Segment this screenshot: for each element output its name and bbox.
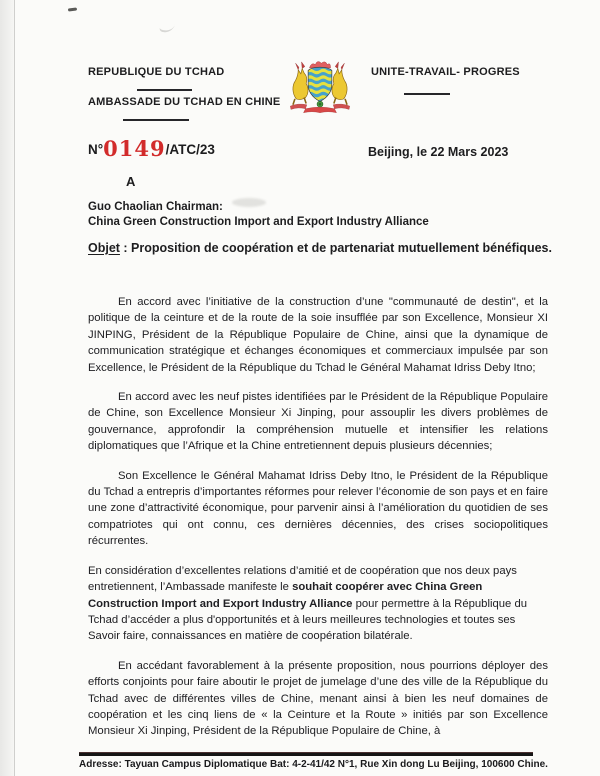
- letterhead-country: REPUBLIQUE DU TCHAD: [88, 66, 225, 78]
- footer-address: Adresse: Tayuan Campus Diplomatique Bat: 4-2-41/42 N°1, Rue Xin dong Lu Beijing, 100600 Chine.: [79, 759, 548, 770]
- paragraph-text: pour permettre à la République du Tchad d’accéder a plus d'opportunités et à leurs meilleures technologies et toutes ses Savoir faire, connaissances en matière de coopération bilatérale.: [88, 597, 528, 643]
- reference-number: 0149: [103, 136, 166, 161]
- letter-body: [88, 294, 548, 753]
- subject-label: Objet: [88, 241, 120, 255]
- recipient-name: Guo Chaolian Chairman:: [88, 201, 223, 213]
- footer-divider: [79, 752, 533, 756]
- scan-artifact-crease: [159, 20, 175, 34]
- letterhead-institution: AMBASSADE DU TCHAD EN CHINE: [88, 96, 281, 108]
- subject-text: : Proposition de coopération et de partenariat mutuellement bénéfiques.: [119, 241, 552, 255]
- letterhead-motto: UNITE-TRAVAIL- PROGRES: [371, 66, 520, 78]
- recipient-marker: A: [126, 174, 136, 189]
- chad-coat-of-arms-icon: [287, 57, 353, 115]
- scan-artifact-speck: [68, 7, 77, 11]
- reference-suffix: /ATC/23: [165, 142, 215, 157]
- paragraph-bold-text: souhait coopérer avec China Green Construction Import and Export Industry Alliance: [88, 581, 483, 610]
- body-paragraph: En accord avec les neuf pistes identifiées par le Président de la République Populaire de Chine, son Excellence Monsieur Xi Jinping, pour assouplir les divers problèmes de gouvernance, approfondir la compréhension mutuelle et intensifier les relations diplomatiques que l’Afrique et la Chine entretiennent depuis plusieurs décennies;: [88, 391, 548, 453]
- recipient-organization: China Green Construction Import and Export Industry Alliance: [88, 215, 429, 228]
- letterhead-divider: [404, 93, 450, 95]
- subject-line: [88, 240, 560, 257]
- paragraph-text: En considération d’excellentes relations d’amitié et de coopération que nos deux pays entretiennent, l’Ambassade manifeste le: [88, 564, 517, 594]
- letterhead-divider: [123, 119, 189, 121]
- dateline: Beijing, le 22 Mars 2023: [368, 145, 509, 159]
- body-paragraph: En accord avec l’initiative de la construction d’une "communauté de destin", et la politique de la ceinture et de la route de la soie insufflée par son Excellence, Monsieur XI JINPING, Président de la République Populaire de Chine, ainsi que la dynamique de communication stratégique et échanges économiques et commerciaux impulsée par son Excellence, le Président de la République du Tchad le Général Mahamat Idriss Deby Itno;: [88, 296, 548, 374]
- body-paragraph: En accédant favorablement à la présente proposition, nous pourrions déployer des efforts conjoints pour faire aboutir le projet de jumelage d’une des ville de la République du Tchad avec de différentes villes de Chine, menant ainsi à bien les neuf domaines de coopération et les cinq liens de « la Ceinture et la Route » initiés par son Excellence Monsieur Xi Jinping, Président de la République Populaire de Chine, à: [88, 659, 548, 738]
- reference-prefix: N°: [88, 142, 104, 157]
- body-paragraph: [88, 563, 548, 645]
- recipient-block: [88, 200, 429, 229]
- reference-line: [88, 136, 215, 161]
- letterhead-divider: [137, 89, 192, 91]
- scan-edge-shadow: [0, 0, 14, 776]
- scan-edge-line: [14, 0, 15, 776]
- body-paragraph: Son Excellence le Général Mahamat Idriss Deby Itno, le Président de la République du Tchad a entrepris d’importantes réformes pour relever l’économie de son pays et en faire une zone d’attractivité économique, pour parvenir ainsi à l’amélioration du quotidien de ses compatriotes qui ont connu, ces dernières décennies, des crises sociopolitiques récurrentes.: [88, 469, 548, 548]
